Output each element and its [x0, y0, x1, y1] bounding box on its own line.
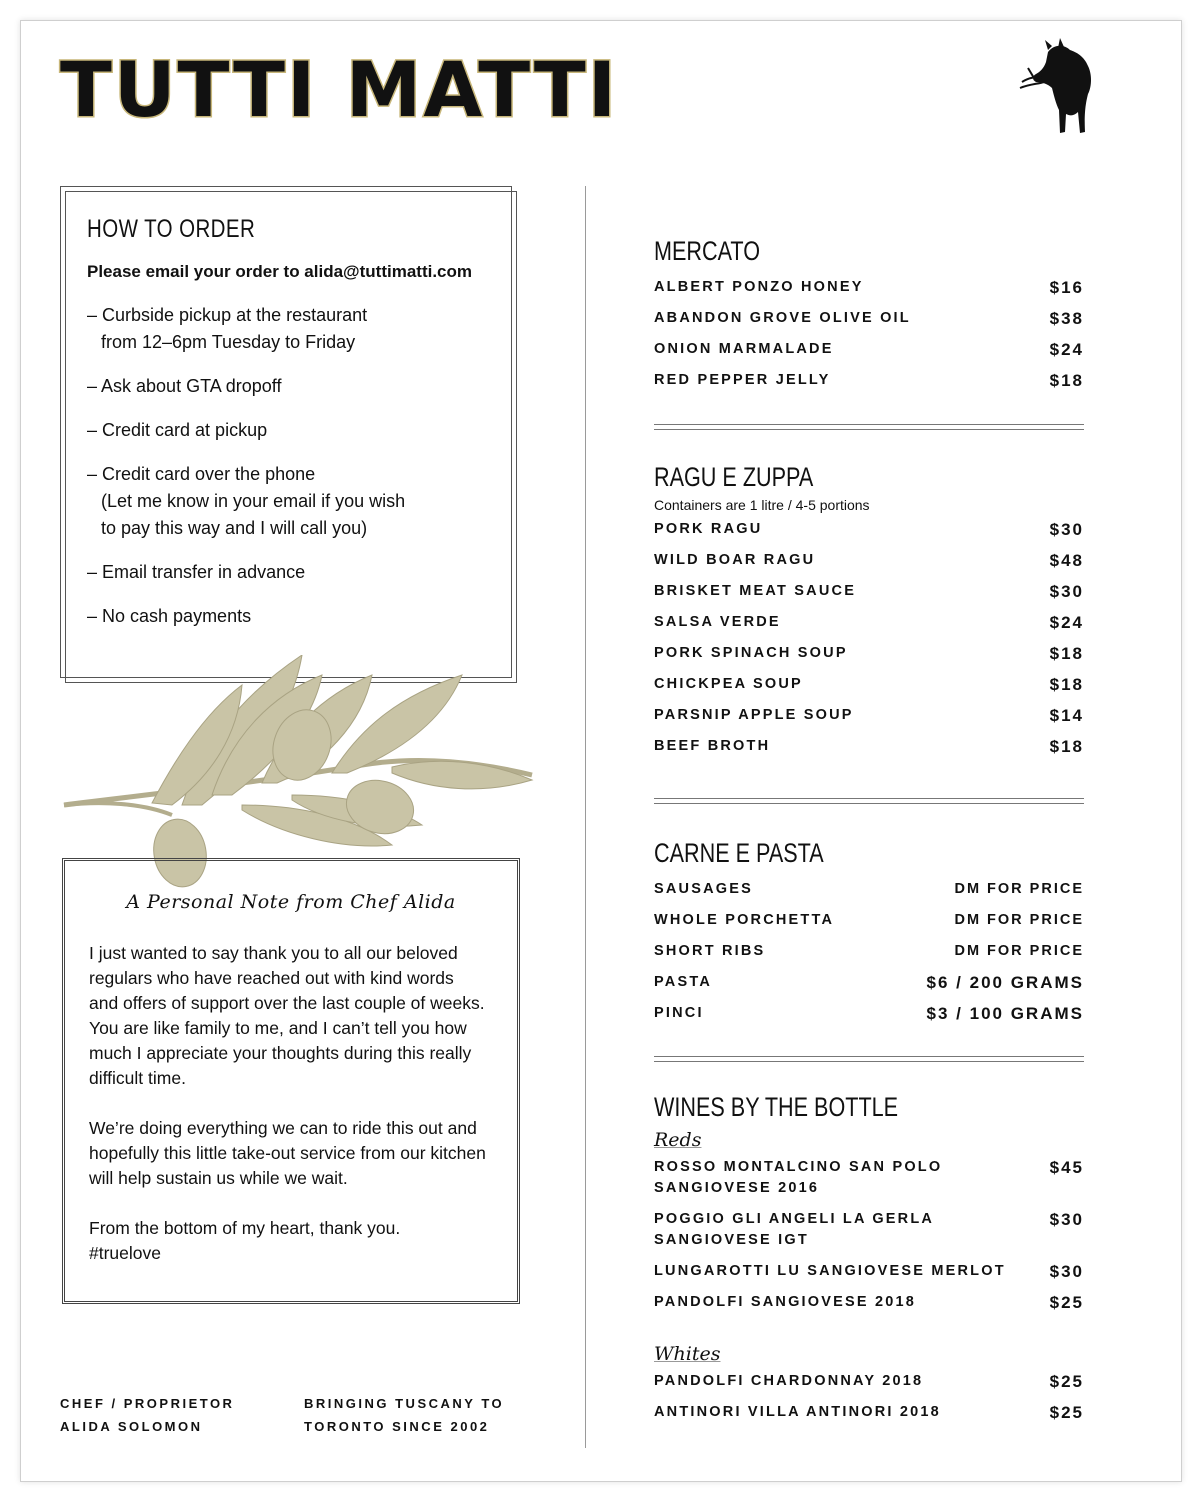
menu-item	[654, 705, 1084, 726]
menu-item	[654, 879, 1084, 900]
item-name: ROSSO MONTALCINO SAN POLO SANGIOVESE 2016	[654, 1159, 943, 1196]
personal-note-body	[89, 941, 499, 1291]
menu-item	[654, 941, 1084, 962]
item-name: SHORT RIBS	[654, 943, 766, 959]
list-item: – Credit card over the phone (Let me know in your email if you wish to pay this way and I will call you)	[87, 464, 406, 538]
item-name: ABANDON GROVE OLIVE OIL	[654, 310, 911, 326]
item-price: $30	[1049, 582, 1084, 601]
item-name: PINCI	[654, 1005, 704, 1021]
wine-subheading-reds: Reds	[654, 1129, 702, 1151]
menu-item	[654, 519, 1084, 540]
menu-item	[654, 339, 1084, 360]
item-price: $24	[1049, 340, 1084, 359]
order-options-list	[87, 302, 497, 630]
section-carne-e-pasta	[654, 838, 1084, 1024]
menu-item	[654, 277, 1084, 298]
menu-item	[654, 1371, 1084, 1392]
section-ragu-e-zuppa	[654, 462, 1084, 757]
note-paragraph: From the bottom of my heart, thank you. #truelove	[89, 1218, 401, 1263]
menu-item	[654, 674, 1084, 695]
item-name: ANTINORI VILLA ANTINORI 2018	[654, 1404, 941, 1420]
menu-item	[654, 370, 1084, 391]
menu-item	[654, 1209, 1084, 1251]
menu-item	[654, 581, 1084, 602]
item-name: CHICKPEA SOUP	[654, 676, 803, 692]
section-divider	[654, 424, 1084, 430]
wine-subheading-whites: Whites	[654, 1343, 721, 1365]
item-price: DM FOR PRICE	[954, 912, 1084, 928]
footer-chef-credit	[60, 1392, 234, 1438]
menu-item	[654, 308, 1084, 329]
menu-item	[654, 612, 1084, 633]
item-price: $48	[1049, 551, 1084, 570]
item-price: $18	[1049, 644, 1084, 663]
item-price: $16	[1049, 278, 1084, 297]
item-price: $38	[1049, 309, 1084, 328]
item-price: $18	[1049, 675, 1084, 694]
item-name: BEEF BROTH	[654, 738, 771, 754]
item-name: POGGIO GLI ANGELI LA GERLA SANGIOVESE IGT	[654, 1211, 934, 1248]
menu-item	[654, 1402, 1084, 1423]
footer-chef-name: ALIDA SOLOMON	[60, 1419, 203, 1434]
note-paragraph: I just wanted to say thank you to all our beloved regulars who have reached out with kind words and offers of support over the last couple of weeks. You are like family to me, and I can’t tell you how much I appreciate your thoughts during this really difficult time.	[89, 943, 485, 1088]
item-name: WILD BOAR RAGU	[654, 552, 816, 568]
order-email-instruction: Please email your order to alida@tuttimatti.com	[87, 262, 473, 281]
item-name: PANDOLFI SANGIOVESE 2018	[654, 1294, 917, 1310]
how-to-order-box	[60, 186, 512, 678]
restaurant-title: TUTTI MATTI	[60, 45, 618, 134]
section-divider	[654, 1056, 1084, 1062]
footer-tagline-line: BRINGING TUSCANY TO	[304, 1396, 505, 1411]
menu-item	[654, 1261, 1084, 1282]
footer-tagline	[304, 1392, 504, 1438]
how-to-order-heading: HOW TO ORDER	[87, 215, 256, 243]
footer-tagline-line: TORONTO SINCE 2002	[304, 1419, 490, 1434]
item-price: $6 / 200 GRAMS	[926, 973, 1084, 992]
boar-logo-icon	[1018, 38, 1100, 138]
personal-note-title: A Personal Note from Chef Alida	[126, 891, 456, 913]
item-price: $25	[1049, 1372, 1084, 1391]
item-price: $30	[1049, 520, 1084, 539]
item-name: PORK SPINACH SOUP	[654, 645, 848, 661]
item-price: $24	[1049, 613, 1084, 632]
list-item: – No cash payments	[87, 606, 252, 626]
menu-item	[654, 1003, 1084, 1024]
item-price: $30	[1049, 1262, 1084, 1281]
item-name: BRISKET MEAT SAUCE	[654, 583, 857, 599]
item-price: $25	[1049, 1403, 1084, 1422]
section-wines	[654, 1092, 1084, 1423]
menu-item	[654, 972, 1084, 993]
item-price: $14	[1049, 706, 1084, 725]
section-note: Containers are 1 litre / 4-5 portions	[654, 497, 870, 513]
item-price: $30	[1049, 1210, 1084, 1229]
section-title: MERCATO	[654, 236, 761, 266]
item-price: $18	[1049, 737, 1084, 756]
item-price: $3 / 100 GRAMS	[926, 1004, 1084, 1023]
list-item: – Credit card at pickup	[87, 420, 268, 440]
column-divider	[585, 186, 586, 1448]
item-name: LUNGAROTTI LU SANGIOVESE MERLOT	[654, 1263, 1006, 1279]
item-name: ONION MARMALADE	[654, 341, 834, 357]
menu-item	[654, 550, 1084, 571]
item-price: $45	[1049, 1158, 1084, 1177]
section-title: RAGU E ZUPPA	[654, 462, 814, 492]
section-mercato	[654, 236, 1084, 391]
item-price: $18	[1049, 371, 1084, 390]
list-item: – Email transfer in advance	[87, 562, 306, 582]
section-divider	[654, 798, 1084, 804]
menu-item	[654, 910, 1084, 931]
item-name: RED PEPPER JELLY	[654, 372, 831, 388]
item-price: $25	[1049, 1293, 1084, 1312]
menu-item	[654, 643, 1084, 664]
item-name: ALBERT PONZO HONEY	[654, 279, 864, 295]
section-title: CARNE E PASTA	[654, 838, 824, 868]
item-name: PANDOLFI CHARDONNAY 2018	[654, 1373, 924, 1389]
item-name: PARSNIP APPLE SOUP	[654, 707, 854, 723]
item-name: PASTA	[654, 974, 712, 990]
menu-item	[654, 736, 1084, 757]
note-paragraph: We’re doing everything we can to ride this out and hopefully this little take-out service from our kitchen will help sustain us while we wait.	[89, 1118, 486, 1188]
item-price: DM FOR PRICE	[954, 943, 1084, 959]
menu-item	[654, 1157, 1084, 1199]
item-name: WHOLE PORCHETTA	[654, 912, 835, 928]
list-item: – Curbside pickup at the restaurant from 12–6pm Tuesday to Friday	[87, 305, 368, 352]
footer-chef-role: CHEF / PROPRIETOR	[60, 1396, 235, 1411]
menu-item	[654, 1292, 1084, 1313]
section-title: WINES BY THE BOTTLE	[654, 1092, 899, 1122]
item-name: PORK RAGU	[654, 521, 763, 537]
item-name: SALSA VERDE	[654, 614, 781, 630]
item-name: SAUSAGES	[654, 881, 753, 897]
list-item: – Ask about GTA dropoff	[87, 376, 282, 396]
personal-note-box	[62, 858, 520, 1304]
item-price: DM FOR PRICE	[954, 881, 1084, 897]
